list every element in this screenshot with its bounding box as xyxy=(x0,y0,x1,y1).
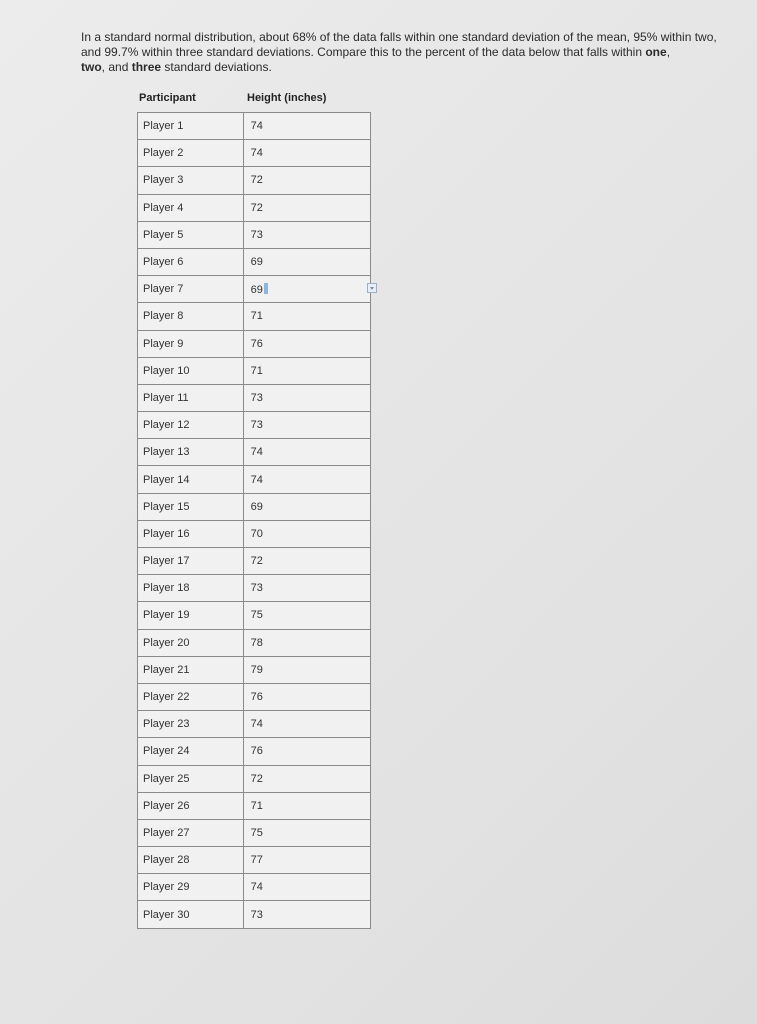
height-value: 74 xyxy=(250,446,263,459)
participant-cell[interactable]: Player 6 xyxy=(138,248,244,275)
participant-cell[interactable]: Player 28 xyxy=(138,847,244,874)
table-row xyxy=(138,656,371,683)
height-cell[interactable] xyxy=(243,792,370,819)
table-row xyxy=(138,819,371,846)
participant-cell[interactable]: Player 22 xyxy=(138,683,244,710)
height-cell[interactable] xyxy=(243,520,370,547)
data-table xyxy=(137,112,371,929)
prompt-bold-three: three xyxy=(131,60,162,74)
height-cell[interactable] xyxy=(243,113,370,140)
question-prompt xyxy=(81,30,731,75)
participant-cell[interactable]: Player 12 xyxy=(138,412,244,439)
participant-cell[interactable]: Player 16 xyxy=(138,520,244,547)
height-cell[interactable] xyxy=(243,575,370,602)
table-row xyxy=(138,248,371,275)
table-row xyxy=(138,384,371,411)
height-value: 74 xyxy=(250,120,263,133)
table-row xyxy=(138,575,371,602)
height-value: 76 xyxy=(250,337,263,350)
height-cell[interactable] xyxy=(243,629,370,656)
table-row xyxy=(138,683,371,710)
participant-cell[interactable]: Player 27 xyxy=(138,819,244,846)
height-value: 69 xyxy=(250,283,263,296)
prompt-sep-2: , and xyxy=(101,60,132,74)
height-value: 70 xyxy=(250,527,263,540)
height-value: 69 xyxy=(250,256,263,269)
prompt-text-end: standard deviations. xyxy=(161,60,272,74)
chevron-down-icon[interactable] xyxy=(367,283,377,293)
participant-cell[interactable]: Player 17 xyxy=(138,548,244,575)
height-cell[interactable] xyxy=(243,439,370,466)
table-row xyxy=(138,140,371,167)
column-header-participant: Participant xyxy=(139,92,196,104)
prompt-sep-1: , xyxy=(666,45,671,59)
height-value: 75 xyxy=(250,826,263,839)
height-value: 73 xyxy=(250,228,263,241)
height-cell[interactable] xyxy=(243,765,370,792)
column-header-height: Height (inches) xyxy=(247,92,327,104)
height-value: 71 xyxy=(250,364,263,377)
height-cell[interactable] xyxy=(243,602,370,629)
height-cell[interactable] xyxy=(243,248,370,275)
participant-cell[interactable]: Player 30 xyxy=(138,901,244,928)
table-row xyxy=(138,466,371,493)
participant-cell[interactable]: Player 26 xyxy=(138,792,244,819)
table-row xyxy=(138,629,371,656)
height-cell[interactable] xyxy=(243,738,370,765)
table-row xyxy=(138,493,371,520)
participant-cell[interactable]: Player 9 xyxy=(138,330,244,357)
table-row xyxy=(138,520,371,547)
height-cell[interactable] xyxy=(243,194,370,221)
height-cell[interactable] xyxy=(243,330,370,357)
table-row xyxy=(138,548,371,575)
height-value: 73 xyxy=(250,908,263,921)
table-row xyxy=(138,113,371,140)
table-header xyxy=(133,84,369,112)
height-value: 74 xyxy=(250,718,263,731)
height-value: 73 xyxy=(250,419,263,432)
prompt-bold-two: two xyxy=(81,60,102,74)
height-value: 74 xyxy=(250,147,263,160)
participant-cell[interactable]: Player 20 xyxy=(138,629,244,656)
height-cell[interactable] xyxy=(243,711,370,738)
height-value: 71 xyxy=(250,799,263,812)
height-cell[interactable] xyxy=(243,140,370,167)
participant-cell[interactable]: Player 29 xyxy=(138,874,244,901)
text-cursor xyxy=(264,283,268,294)
height-cell[interactable] xyxy=(243,493,370,520)
height-cell[interactable] xyxy=(243,847,370,874)
height-value: 79 xyxy=(250,663,263,676)
height-cell[interactable] xyxy=(243,819,370,846)
height-cell[interactable] xyxy=(243,221,370,248)
participant-cell[interactable]: Player 2 xyxy=(138,140,244,167)
data-table-container xyxy=(133,84,369,929)
table-row xyxy=(138,847,371,874)
participant-cell[interactable]: Player 5 xyxy=(138,221,244,248)
participant-cell[interactable]: Player 1 xyxy=(138,113,244,140)
participant-cell[interactable]: Player 3 xyxy=(138,167,244,194)
height-cell[interactable] xyxy=(243,276,370,303)
height-cell[interactable] xyxy=(243,384,370,411)
height-cell[interactable] xyxy=(243,656,370,683)
participant-cell[interactable]: Player 14 xyxy=(138,466,244,493)
participant-cell[interactable]: Player 15 xyxy=(138,493,244,520)
table-body xyxy=(138,113,371,929)
height-value: 72 xyxy=(250,201,263,214)
participant-cell[interactable]: Player 19 xyxy=(138,602,244,629)
table-row xyxy=(138,276,371,303)
table-row xyxy=(138,792,371,819)
height-value: 71 xyxy=(250,310,263,323)
table-row xyxy=(138,738,371,765)
participant-cell[interactable]: Player 24 xyxy=(138,738,244,765)
height-cell[interactable] xyxy=(243,412,370,439)
height-value: 76 xyxy=(250,691,263,704)
height-cell[interactable] xyxy=(243,466,370,493)
table-row xyxy=(138,412,371,439)
participant-cell[interactable]: Player 7 xyxy=(138,276,244,303)
participant-cell[interactable]: Player 4 xyxy=(138,194,244,221)
height-cell[interactable] xyxy=(243,901,370,928)
table-row xyxy=(138,194,371,221)
height-cell[interactable] xyxy=(243,167,370,194)
table-row xyxy=(138,303,371,330)
height-value: 72 xyxy=(250,772,263,785)
table-row xyxy=(138,711,371,738)
height-cell[interactable] xyxy=(243,874,370,901)
participant-cell[interactable]: Player 11 xyxy=(138,384,244,411)
height-value: 69 xyxy=(250,500,263,513)
table-row xyxy=(138,439,371,466)
height-value: 73 xyxy=(250,582,263,595)
table-row xyxy=(138,167,371,194)
height-value: 74 xyxy=(250,881,263,894)
participant-cell[interactable]: Player 21 xyxy=(138,656,244,683)
height-value: 75 xyxy=(250,609,263,622)
table-row xyxy=(138,221,371,248)
height-cell[interactable] xyxy=(243,303,370,330)
height-cell[interactable] xyxy=(243,548,370,575)
height-value: 72 xyxy=(250,174,263,187)
table-row xyxy=(138,330,371,357)
table-row xyxy=(138,901,371,928)
height-value: 76 xyxy=(250,745,263,758)
height-value: 72 xyxy=(250,555,263,568)
table-row xyxy=(138,357,371,384)
participant-cell[interactable]: Player 23 xyxy=(138,711,244,738)
participant-cell[interactable]: Player 10 xyxy=(138,357,244,384)
height-cell[interactable] xyxy=(243,683,370,710)
height-value: 78 xyxy=(250,636,263,649)
table-row xyxy=(138,602,371,629)
prompt-text: In a standard normal distribution, about 68% of the data falls within one standard deviation of the mean, 95% within two, and 99.7% within three standard deviations. Compare this to the percent of the data below that falls within xyxy=(81,30,717,59)
prompt-bold-one: one xyxy=(645,45,667,59)
participant-cell[interactable]: Player 25 xyxy=(138,765,244,792)
height-value: 74 xyxy=(250,473,263,486)
height-cell[interactable] xyxy=(243,357,370,384)
participant-cell[interactable]: Player 8 xyxy=(138,303,244,330)
height-value: 73 xyxy=(250,391,263,404)
table-row xyxy=(138,765,371,792)
participant-cell[interactable]: Player 13 xyxy=(138,439,244,466)
table-row xyxy=(138,874,371,901)
height-value: 77 xyxy=(250,854,263,867)
participant-cell[interactable]: Player 18 xyxy=(138,575,244,602)
